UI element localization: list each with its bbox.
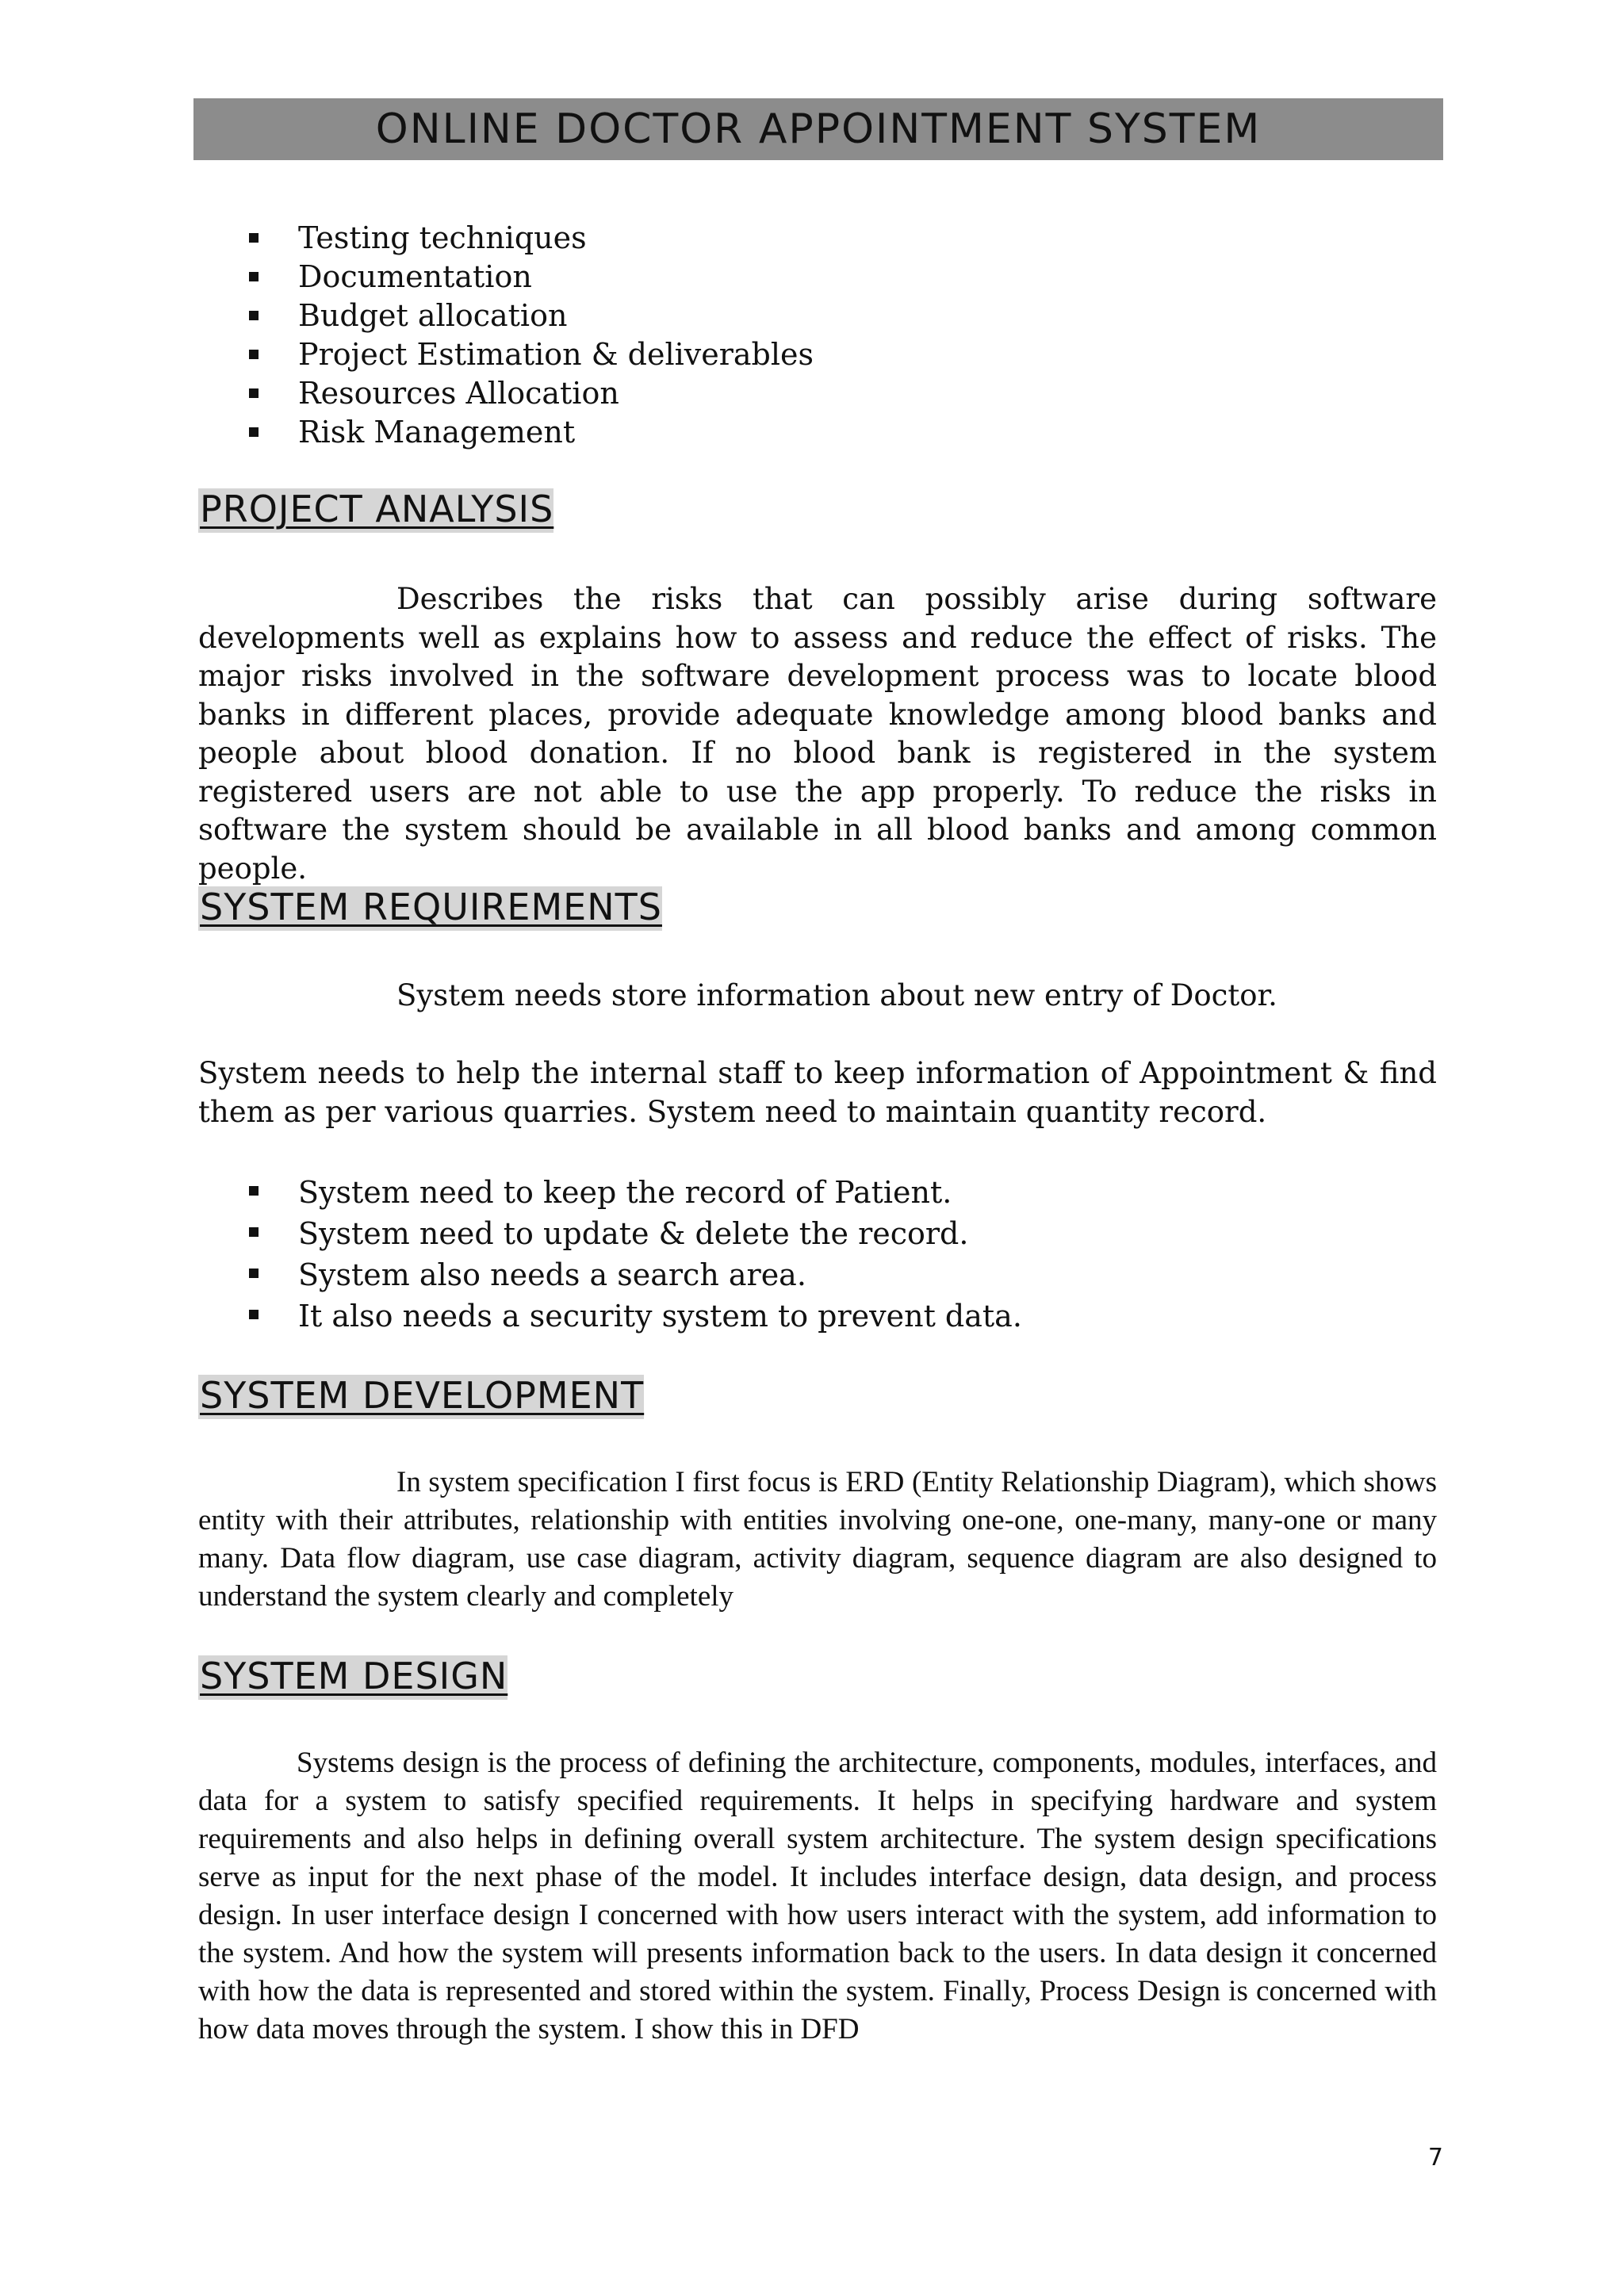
list-item: Risk Management [0,413,814,452]
document-title: ONLINE DOCTOR APPOINTMENT SYSTEM [375,105,1262,153]
project-analysis-paragraph: Describes the risks that can possibly arise during software developments well as explains how to assess and reduce the effect of risks. The major risks involved in the software development process was to locate blood banks in different places, provide adequate knowledge among blood banks and people about blood donation. If no blood bank is registered in the system registered users are not able to use the app properly. To reduce the risks in software the system should be available in all blood banks and among common people. [198,582,1437,886]
list-item: Budget allocation [0,297,814,335]
square-bullet-icon [249,233,259,243]
system-design-heading: SYSTEM DESIGN [198,1655,508,1700]
system-requirements-bullet-list [0,1172,1022,1337]
system-requirements-heading: SYSTEM REQUIREMENTS [198,886,662,931]
square-bullet-icon [249,350,259,359]
square-bullet-icon [249,1186,259,1196]
system-requirements-paragraph-1: System needs store information about new entry of Doctor. [396,978,1277,1012]
list-item: Documentation [0,258,814,297]
square-bullet-icon [249,388,259,398]
list-item: Project Estimation & deliverables [0,335,814,374]
system-design-paragraph: Systems design is the process of defining the architecture, components, modules, interfaces, and data for a system to satisfy specified requirements. It helps in specifying hardware and system requirements and also helps in defining overall system architecture. The system design specifications serve as input for the next phase of the model. It includes interface design, data design, and process design. In user interface design I concerned with how users interact with the system, add information to the system. And how the system will presents information back to the users. In data design it concerned with how the data is represented and stored within the system. Finally, Process Design is concerned with how data moves through the system. I show this in DFD [198,1747,1437,2045]
list-item: It also needs a security system to prevent data. [0,1295,1022,1337]
square-bullet-icon [249,311,259,320]
list-item: System need to update & delete the record. [0,1213,1022,1254]
project-analysis-heading: PROJECT ANALYSIS [198,488,553,533]
system-development-paragraph: In system specification I first focus is ERD (Entity Relationship Diagram), which shows entity with their attributes, relationship with entities involving one-one, one-many, many-one or many many. Data flow diagram, use case diagram, activity diagram, sequence diagram are also designed to understand the system clearly and completely [198,1466,1437,1613]
square-bullet-icon [249,1310,259,1319]
square-bullet-icon [249,1227,259,1237]
page-number: 7 [1427,2144,1443,2172]
square-bullet-icon [249,1269,259,1278]
document-title-bar [193,98,1443,160]
square-bullet-icon [249,427,259,437]
list-item: System also needs a search area. [0,1254,1022,1295]
list-item: Resources Allocation [0,374,814,413]
square-bullet-icon [249,272,259,281]
system-development-heading: SYSTEM DEVELOPMENT [198,1375,644,1419]
list-item: System need to keep the record of Patient. [0,1172,1022,1213]
list-item: Testing techniques [0,219,814,258]
system-requirements-paragraph-2: System needs to help the internal staff to keep information of Appointment & find them as per various quarries. System need to maintain quantity record. [198,1056,1437,1129]
top-bullet-list [0,219,814,452]
